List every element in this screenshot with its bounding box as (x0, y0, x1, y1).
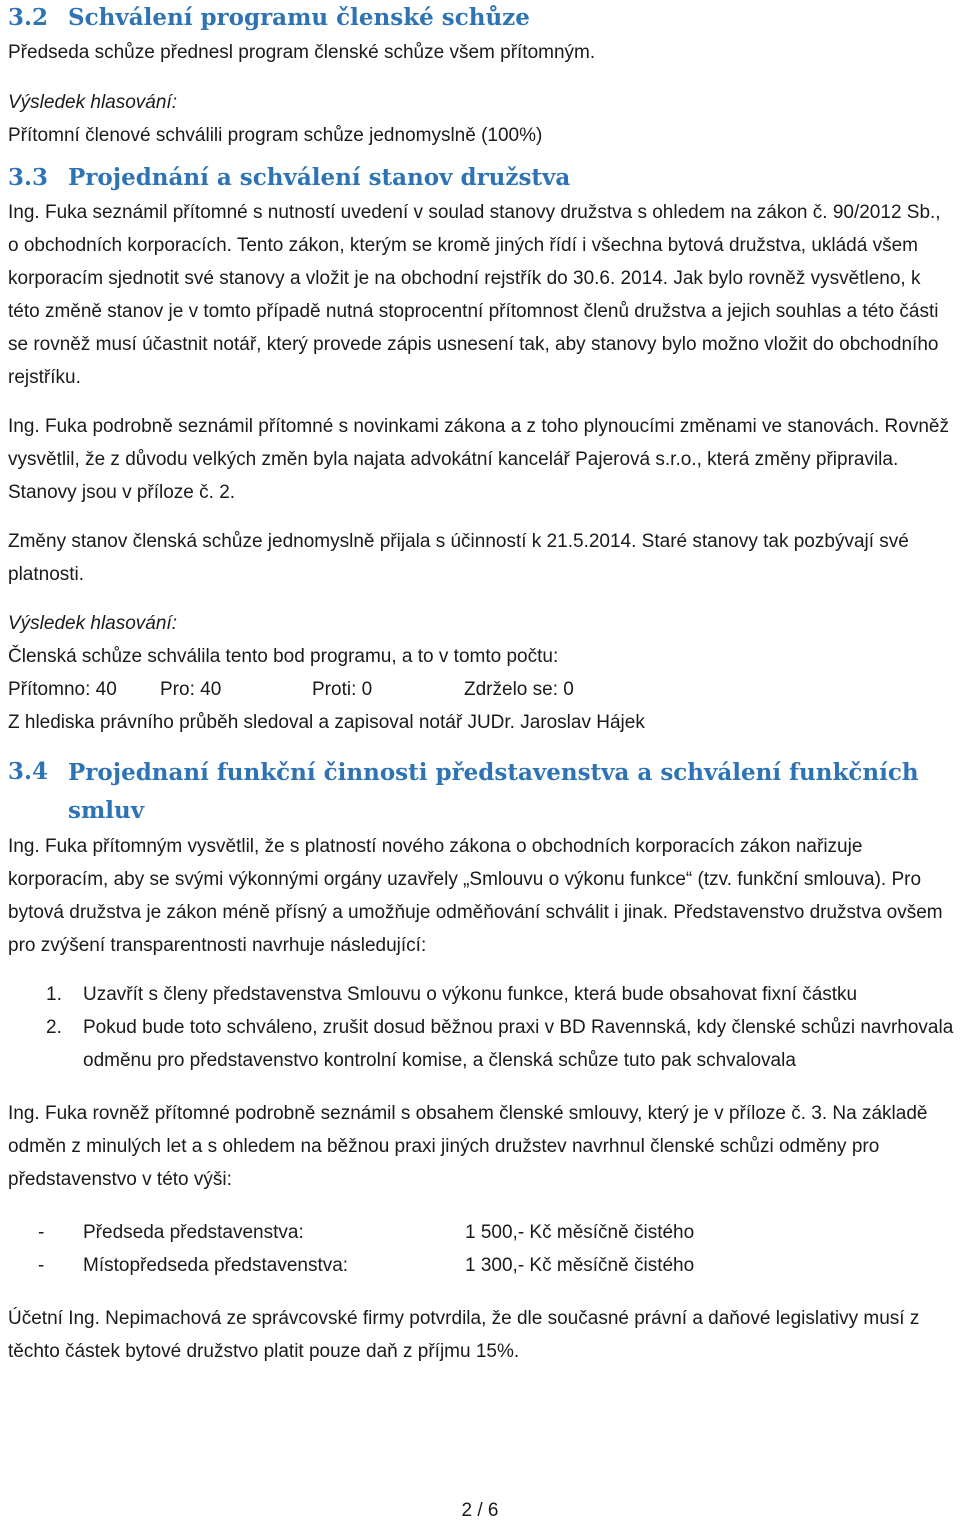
section-heading-3-3 (8, 160, 956, 196)
rewards-list (8, 1216, 956, 1282)
paragraph: Předseda schůze přednesl program členské schůze všem přítomným. (8, 42, 596, 63)
dash: - (38, 1222, 45, 1243)
dash: - (38, 1255, 45, 1276)
list-item (8, 978, 956, 1011)
vote-label: Výsledek hlasování: (8, 613, 177, 634)
list-text: Uzavřít s členy představenstva Smlouvu o výkonu funkce, která bude obsahovat fixní částku (83, 984, 858, 1005)
section-number: 3.3 (8, 164, 49, 191)
paragraph: Ing. Fuka přítomným vysvětlil, že s platností nového zákona o obchodních korporacích zákon nařizuje korporacím, aby se svými výkonnými orgány uzavřely „Smlouvu o výkonu funkce“ (tzv. funkční smlouva). Pro bytová družstva je zákon méně přísný a umožňuje odměňování schválit i jinak. Představenstvo družstva ovšem pro zvýšení transparentnosti navrhuje následující: (8, 836, 943, 956)
reward-row (8, 1216, 956, 1249)
against-count: Proti: 0 (312, 679, 373, 700)
paragraph: Ing. Fuka seznámil přítomné s nutností uvedení v soulad stanovy družstva s ohledem na zákon č. 90/2012 Sb., o obchodních korporacích. Tento zákon, kterým se kromě jiných řídí i všechna bytová družstva, ukládá všem korporacím sjednotit své stanovy a vložit je na obchodní rejstřík do 30.6. 2014. Jak bylo rovněž vysvětleno, k této změně stanov je v tomto případě nutná stoprocentní přítomnost členů družstva a jejich souhlas a této části se rovněž musí účastnit notář, který provede zápis usnesení tak, aby stanovy bylo možno vložit do obchodního rejstříku. (8, 202, 941, 388)
abstain-count: Zdrželo se: 0 (464, 679, 574, 700)
for-count: Pro: 40 (160, 679, 222, 700)
numbered-list (8, 978, 956, 1077)
section-heading-3-2 (8, 0, 956, 36)
paragraph: Účetní Ing. Nepimachová ze správcovské firmy potvrdila, že dle současné právní a daňové legislativy musí z těchto částek bytové družstvo platit pouze daň z příjmu 15%. (8, 1308, 920, 1362)
paragraph: Ing. Fuka rovněž přítomné podrobně seznámil s obsahem členské smlouvy, který je v příloze č. 3. Na základě odměn z minulých let a s ohledem na běžnou praxi jiných družstev navrhnul členské schůzi odměny pro představenstvo v této výši: (8, 1103, 928, 1190)
paragraph: Ing. Fuka podrobně seznámil přítomné s novinkami zákona a z toho plynoucími změnami ve stanovách. Rovněž vysvětlil, že z důvodu velkých změn byla najata advokátní kancelář Pajerová s.r.o., která změny připravila. Stanovy jsou v příloze č. 2. (8, 416, 949, 503)
section-number: 3.2 (8, 4, 49, 31)
vote-text: Členská schůze schválila tento bod programu, a to v tomto počtu: (8, 646, 559, 667)
section-heading-3-4 (8, 754, 956, 830)
notary-note: Z hlediska právního průběh sledoval a zapisoval notář JUDr. Jaroslav Hájek (8, 712, 645, 733)
list-item (8, 1011, 956, 1077)
section-number: 3.4 (8, 758, 49, 785)
section-title: Projednaní funkční činnosti představenstva a schválení funkčních smluv (68, 759, 919, 824)
paragraph: Změny stanov členská schůze jednomyslně přijala s účinností k 21.5.2014. Staré stanovy tak pozbývají své platnosti. (8, 531, 909, 585)
page-number: 2 / 6 (461, 1500, 499, 1521)
reward-value: 1 300,- Kč měsíčně čistého (465, 1255, 695, 1276)
vote-counts (8, 673, 956, 706)
list-number: 1. (46, 984, 62, 1005)
vote-label: Výsledek hlasování: (8, 92, 177, 113)
section-title: Schválení programu členské schůze (68, 4, 530, 31)
present-count: Přítomno: 40 (8, 679, 117, 700)
list-text: Pokud bude toto schváleno, zrušit dosud běžnou praxi v BD Ravennská, kdy členské schůzi navrhovala odměnu pro představenstvo kontrolní komise, a členská schůze tuto pak schvalovala (83, 1017, 954, 1071)
vote-result: Přítomní členové schválili program schůze jednomyslně (100%) (8, 125, 543, 146)
list-number: 2. (46, 1017, 62, 1038)
section-title: Projednání a schválení stanov družstva (68, 164, 571, 191)
reward-label: Místopředseda představenstva: (83, 1255, 349, 1276)
reward-value: 1 500,- Kč měsíčně čistého (465, 1222, 695, 1243)
reward-row (8, 1249, 956, 1282)
document-page (8, 0, 956, 1368)
reward-label: Předseda představenstva: (83, 1222, 304, 1243)
